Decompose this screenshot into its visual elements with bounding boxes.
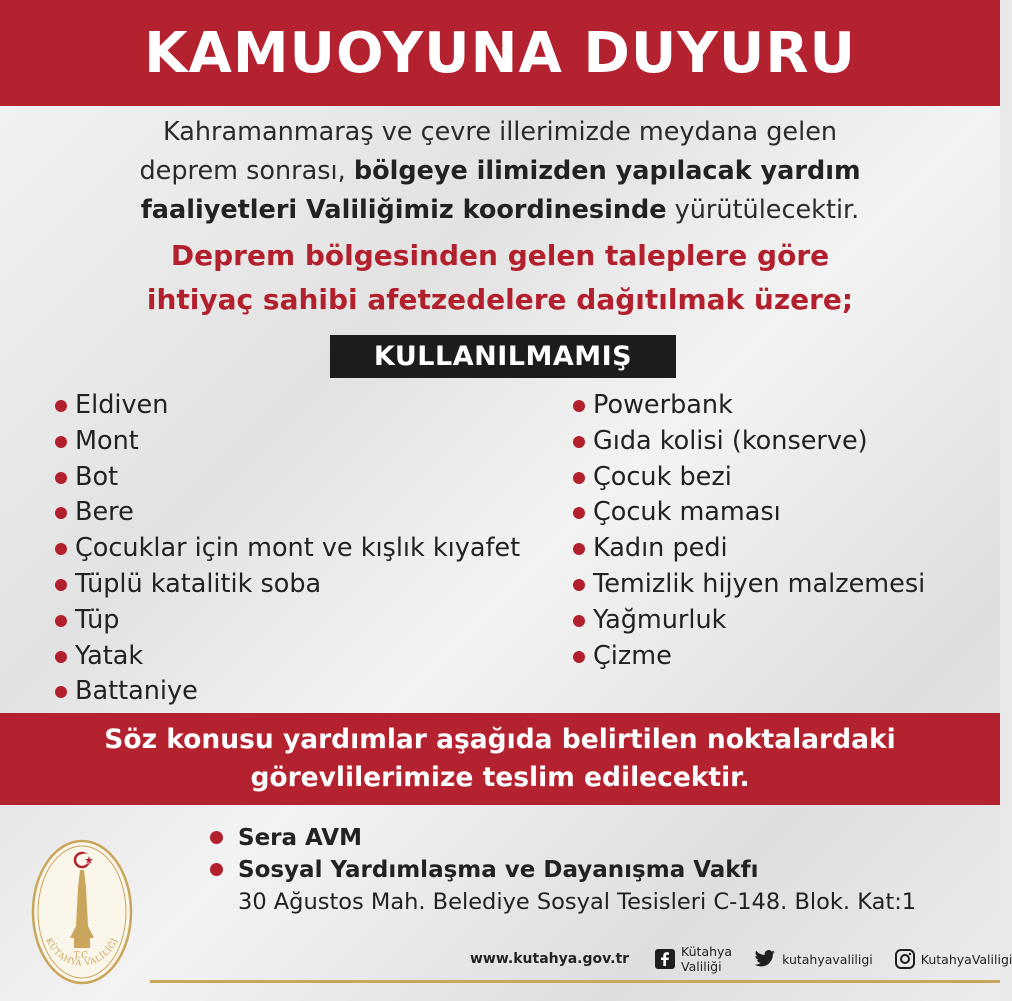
request-line-1: Deprem bölgesinden gelen taleplere göre [170, 239, 830, 272]
bullet-dot [55, 543, 67, 555]
bullet-dot [573, 507, 585, 519]
location-address: 30 Ağustos Mah. Belediye Sosyal Tesisleri C-148. Blok. Kat:1 [238, 889, 917, 915]
bullet-dot [573, 400, 585, 412]
instagram-icon [895, 949, 915, 969]
instagram-label: KutahyaValiligi [920, 951, 1012, 967]
list-item [55, 424, 520, 460]
seal-bottom-text: KÜTAHYA VALİLİĞİ [43, 936, 121, 969]
footer-divider [150, 980, 1000, 983]
list-item-label: Çocuk bezi [593, 461, 732, 492]
bullet-dot [55, 651, 67, 663]
list-item-label: Gıda kolisi (konserve) [593, 425, 868, 456]
location-item [208, 822, 916, 854]
list-item [55, 388, 520, 424]
bullet-dot [573, 472, 585, 484]
list-item [55, 460, 520, 496]
intro-line-3-normal: yürütülecektir. [666, 195, 860, 225]
facebook-icon [655, 949, 675, 969]
intro-line-1: Kahramanmaraş ve çevre illerimizde meydana gelen [162, 117, 838, 147]
list-item-label: Çizme [593, 640, 672, 671]
delivery-locations [208, 822, 916, 918]
seal-top-text: T.C. [73, 951, 91, 961]
list-item-label: Kadın pedi [593, 533, 728, 564]
list-item [55, 495, 520, 531]
list-item [55, 567, 520, 603]
bullet-dot [573, 651, 585, 663]
location-name: Sera AVM [238, 825, 362, 851]
list-item-label: Mont [75, 425, 139, 456]
list-item-label: Yağmurluk [593, 604, 727, 635]
list-item [55, 674, 520, 710]
items-list-right [573, 388, 925, 674]
bullet-dot [55, 400, 67, 412]
intro-line-3 [40, 191, 960, 230]
list-item-label: Battaniye [75, 676, 198, 707]
delivery-line-1: Söz konusu yardımlar aşağıda belirtilen noktalardaki [104, 724, 896, 755]
list-item [55, 639, 520, 675]
intro-line-2-normal: deprem sonrası, [139, 156, 354, 186]
facebook-link[interactable] [655, 944, 732, 974]
intro-line-2 [40, 152, 960, 191]
header-band [0, 0, 1000, 106]
list-item-label: Yatak [75, 640, 144, 671]
bullet-dot [573, 543, 585, 555]
list-item [573, 495, 925, 531]
bullet-dot [55, 579, 67, 591]
list-item-label: Tüplü katalitik soba [75, 568, 322, 599]
request-text [40, 234, 960, 322]
list-item [573, 531, 925, 567]
list-item [55, 603, 520, 639]
items-list-left [55, 388, 520, 710]
twitter-label: kutahyavaliligi [782, 951, 873, 967]
location-item [208, 854, 916, 886]
list-item-label: Çocuk maması [593, 497, 781, 528]
delivery-line-2: görevlilerimize teslim edilecektir. [250, 762, 750, 793]
list-item [573, 460, 925, 496]
list-item [573, 639, 925, 675]
list-item-label: Tüp [75, 604, 120, 635]
list-item-label: Powerbank [593, 390, 733, 420]
bullet-dot [55, 472, 67, 484]
page-title: KAMUOYUNA DUYURU [144, 20, 856, 86]
bullet-dot [573, 436, 585, 448]
facebook-label: Kütahya Valiliği [681, 944, 733, 974]
intro-line-2-bold: bölgeye ilimizden yapılacak yardım [353, 156, 861, 186]
bullet-dot [573, 615, 585, 627]
list-item [573, 567, 925, 603]
list-item-label: Temizlik hijyen malzemesi [593, 568, 926, 599]
bullet-dot [55, 615, 67, 627]
list-item [55, 531, 520, 567]
bullet-dot [55, 436, 67, 448]
footer-links [470, 944, 1012, 974]
governorship-seal-logo [30, 838, 134, 986]
delivery-band [0, 713, 1000, 805]
bullet-dot [55, 507, 67, 519]
request-line-2: ihtiyaç sahibi afetzedelere dağıtılmak üzere; [146, 283, 854, 316]
bullet-dot [210, 831, 223, 844]
list-item-label: Eldiven [75, 390, 169, 420]
twitter-link[interactable] [754, 950, 873, 968]
list-item [573, 424, 925, 460]
instagram-link[interactable] [895, 949, 1012, 969]
list-item [573, 603, 925, 639]
location-name: Sosyal Yardımlaşma ve Dayanışma Vakfı [238, 857, 759, 883]
twitter-icon [754, 950, 776, 968]
list-item-label: Bot [75, 461, 119, 492]
bullet-dot [55, 686, 67, 698]
bullet-dot [210, 863, 223, 876]
list-item-label: Bere [75, 497, 134, 528]
website-link[interactable]: www.kutahya.gov.tr [470, 951, 630, 967]
list-item-label: Çocuklar için mont ve kışlık kıyafet [75, 533, 521, 564]
intro-line-3-bold: faaliyetleri Valiliğimiz koordinesinde [140, 195, 667, 225]
bullet-dot [573, 579, 585, 591]
list-item [573, 388, 925, 424]
unused-label: KULLANILMAMIŞ [330, 335, 676, 378]
intro-paragraph [40, 113, 960, 230]
